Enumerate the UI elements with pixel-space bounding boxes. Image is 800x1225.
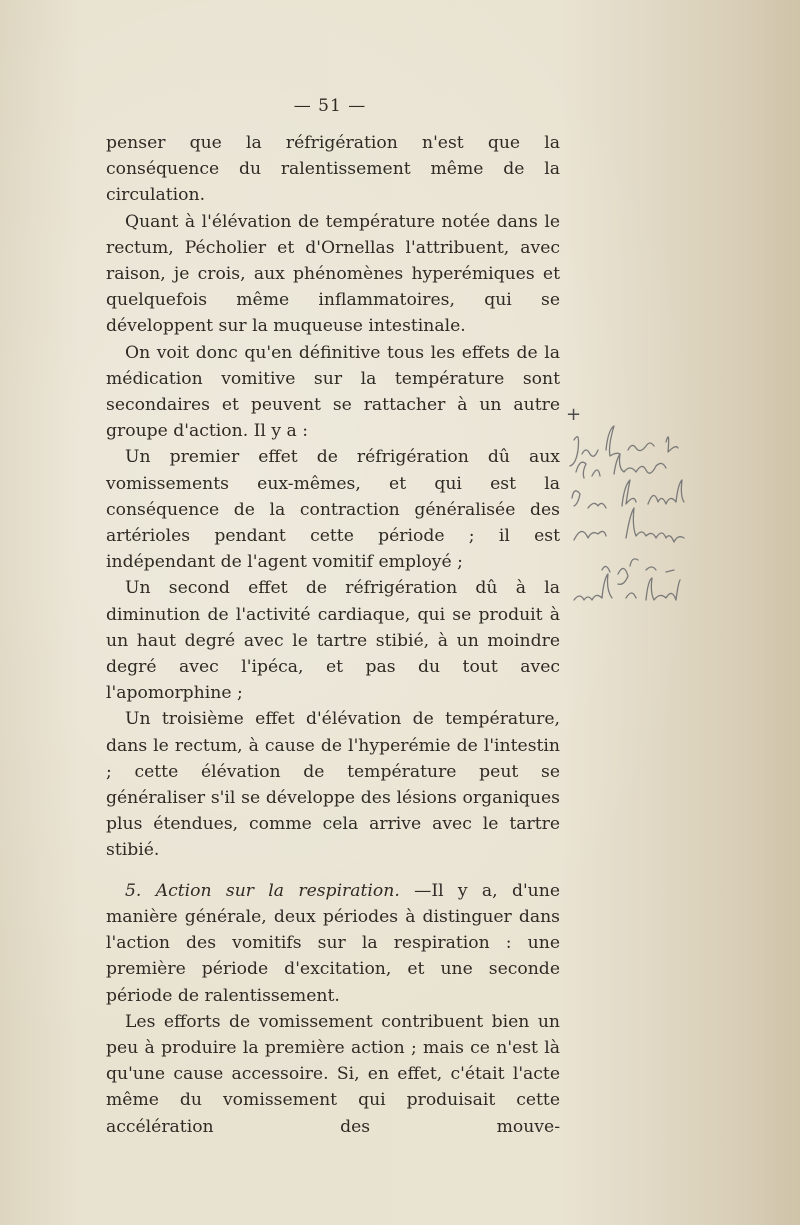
page-number: — 51 —: [293, 96, 367, 116]
paragraph-1: penser que la réfrigération n'est que la conséquence du ralentissement même de la circulation.: [106, 133, 560, 206]
paragraph-6: Un troisième effet d'élévation de température, dans le rectum, à cause de l'hyperémie de l'intestin ; cette élévation de température peut se généraliser s'il se développe des lésions organiques plus étendues, comme cela arrive avec le tartre stibié.: [106, 709, 560, 861]
paragraph-2: Quant à l'élévation de température notée dans le rectum, Pécholier et d'Ornellas l'attribuent, avec raison, je crois, aux phénomènes hyperémiques et quelquefois même inflammatoires, qui se développent sur la muqueuse intestinale.: [106, 211, 560, 337]
paragraph-5: Un second effet de réfrigération dû à la diminution de l'activité cardiaque, qui se produit à un haut degré avec le tartre stibié, à un moindre degré avec l'ipéca, et pas du tout avec l'apomorphine ;: [106, 578, 560, 704]
section-paragraph-1: [106, 878, 560, 1009]
section-paragraph-2: Les efforts de vomissement contribuent bien un peu à produire la première action ; mais ce n'est là qu'une cause accessoire. Si, en effet, c'était l'acte même du vomissement qui produisait cette accélération des mouve-: [106, 1011, 560, 1137]
section-paragraph-1-text: —Il y a, d'une manière générale, deux périodes à distinguer dans l'action des vomitifs sur la respiration : une première période d'excitation, et une seconde période de ralentissement.: [106, 880, 560, 1006]
paragraph-4: Un premier effet de réfrigération dû aux vomissements eux-mêmes, et qui est la conséquence de la contraction généralisée des artérioles pendant cette période ; il est indépendant de l'agent vomitif employé ;: [106, 447, 560, 573]
paragraph-3: On voit donc qu'en définitive tous les effets de la médication vomitive sur la température sont secondaires et peuvent se rattacher à un autre groupe d'action. Il y a :: [106, 342, 560, 442]
margin-plus-mark: +: [566, 404, 582, 425]
handwriting-scribble: [566, 410, 800, 650]
section-heading: 5. Action sur la respiration.: [125, 880, 400, 901]
handwritten-margin-note: [566, 410, 800, 650]
body-text: [106, 130, 560, 1140]
